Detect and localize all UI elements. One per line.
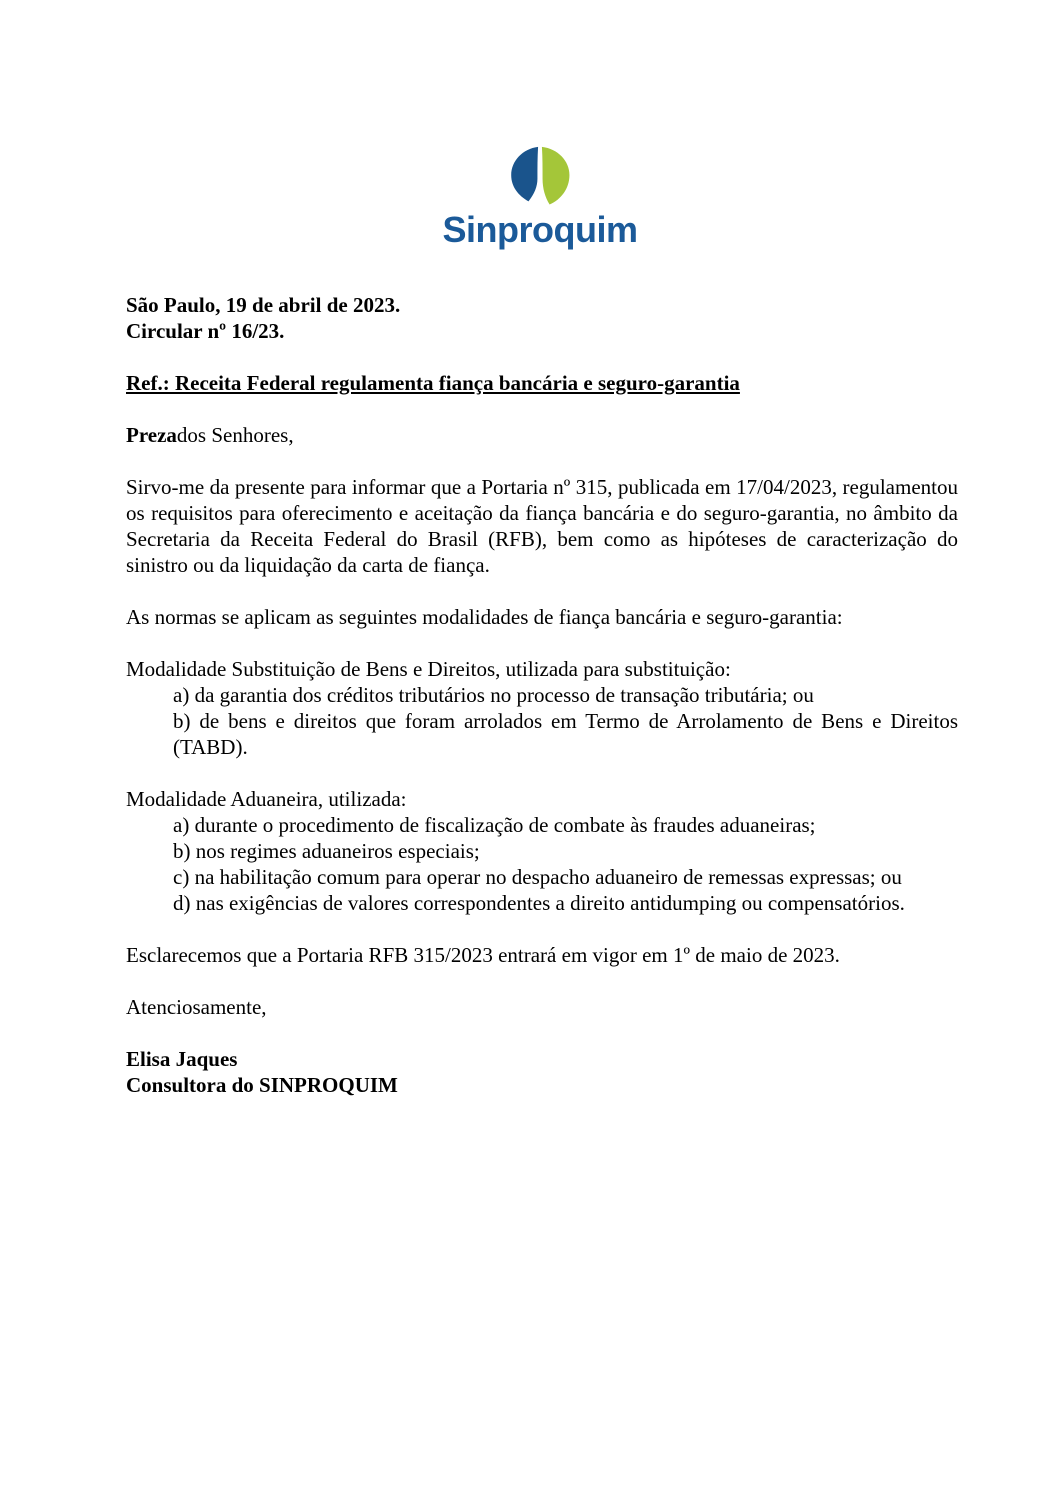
modality-aduaneira-title: Modalidade Aduaneira, utilizada: xyxy=(126,787,407,811)
circular-number-line: Circular nº 16/23. xyxy=(126,319,285,343)
list-item: a) durante o procedimento de fiscalização de combate às fraudes aduaneiras; xyxy=(173,813,816,837)
reference-line: Ref.: Receita Federal regulamenta fiança bancária e seguro-garantia xyxy=(126,371,740,395)
flame-logo-icon xyxy=(508,146,572,208)
signature-name: Elisa Jaques xyxy=(126,1047,238,1071)
list-item: c) na habilitação comum para operar no despacho aduaneiro de remessas expressas; ou xyxy=(173,865,902,889)
signature-role: Consultora do SINPROQUIM xyxy=(126,1073,398,1097)
paragraph-norms: As normas se aplicam as seguintes modalidades de fiança bancária e seguro-garantia: xyxy=(126,605,843,629)
letter-body xyxy=(0,248,1058,1098)
sinproquim-logo xyxy=(11,0,1058,248)
date-block xyxy=(126,292,958,344)
logo-wordmark: Sinproquim xyxy=(442,209,638,250)
list-item: b) nos regimes aduaneiros especiais; xyxy=(173,839,480,863)
modality-aduaneira-section xyxy=(126,786,958,916)
salutation xyxy=(126,422,958,448)
list-item: d) nas exigências de valores correspondentes a direito antidumping ou compensatórios. xyxy=(173,891,905,915)
paragraph-intro: Sirvo-me da presente para informar que a Portaria nº 315, publicada em 17/04/2023, regulamentou os requisitos para oferecimento e aceitação da fiança bancária e do seguro-garantia, no âmbito da Secretaria da Receita Federal do Brasil (RFB), bem como as hipóteses de caracterização do sinistro ou da liquidação da carta de fiança. xyxy=(126,475,958,577)
list-item: a) da garantia dos créditos tributários no processo de transação tributária; ou xyxy=(173,683,814,707)
modality-substituicao-title: Modalidade Substituição de Bens e Direitos, utilizada para substituição: xyxy=(126,657,731,681)
closing: Atenciosamente, xyxy=(126,995,267,1019)
signature-block xyxy=(126,1046,958,1098)
salutation-regular-part: dos Senhores, xyxy=(176,423,294,447)
modality-substituicao-section xyxy=(126,656,958,760)
salutation-bold-part: Preza xyxy=(126,423,177,447)
date-line: São Paulo, 19 de abril de 2023. xyxy=(126,293,401,317)
paragraph-effective-date: Esclarecemos que a Portaria RFB 315/2023 entrará em vigor em 1º de maio de 2023. xyxy=(126,943,840,967)
list-item: b) de bens e direitos que foram arrolados em Termo de Arrolamento de Bens e Direitos (TABD). xyxy=(173,709,958,759)
